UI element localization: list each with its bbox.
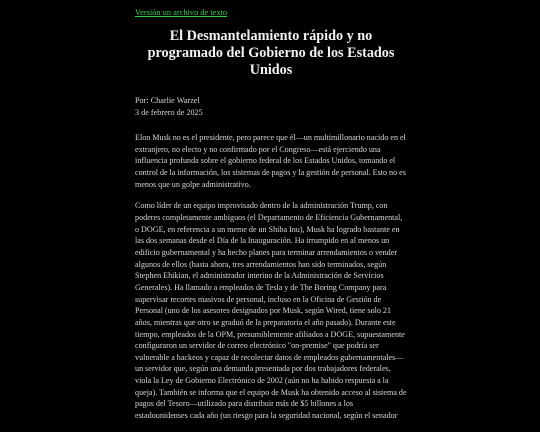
article-byline: Por: Charlie Warzel <box>135 96 200 105</box>
article-paragraph: Como líder de un equipo improvisado dentro de la administración Trump, con poderes completamente ambiguos (el Departamento de Eficiencia Gubernamental, o DOGE, en referencia a un meme de un Shiba Inu), Musk ha logrado bastante en las dos semanas desde el Día de la Inauguración. Ha irrumpido en al menos un edificio gubernamental y ha hecho planes para terminar arrendamientos o vender algunos de ellos (hasta ahora, tres arrendamientos han sido terminados, según Stephen Ehikian, el administrador interino de la Administración de Servicios Generales). Ha llamado a empleados de Tesla y de The Boring Company para supervisar recortes masivos de personal, incluso en la Oficina de Gestión de Personal (uno de los asesores designados por Musk, según Wired, tiene solo 21 años, mientras que otro se graduó de la preparatoria el año pasado). Durante este tiempo, empleados de la OPM, presumiblemente afiliados a DOGE, supuestamente configuraron un servidor de correo electrónico "on-premise" que podría ser vulnerable a hackeos y capaz de recolectar datos de empleados gubernamentales—un servidor que, según una demanda presentada por dos trabajadores federales, viola la Ley de Gobierno Electrónico de 2002 (aún no ha habido respuesta a la queja). También se informa que el equipo de Musk ha obtenido acceso al sistema de pagos del Tesoro—utilizado para distribuir más de $5 billones a los estadounidenses cada año (un riesgo para la seguridad nacional, según el senador <box>135 201 407 421</box>
article-title: El Desmantelamiento rápido y no programado del Gobierno de los Estados Unidos <box>147 28 395 78</box>
text-version-link[interactable]: Versión un archivo de texto <box>135 8 228 17</box>
article-date: 3 de febrero de 2025 <box>135 107 203 117</box>
article-paragraph: Elon Musk no es el presidente, pero parece que él—un multimillonario nacido en el extranjero, no electo y no confirmado por el Congreso—está ejerciendo una influencia profunda sobre el gobierno federal de los Estados Unidos, tomando el control de la información, los sistemas de pagos y la gestión de personal. Esto no es menos que un golpe administrativo. <box>135 133 406 189</box>
article-content <box>135 8 407 432</box>
